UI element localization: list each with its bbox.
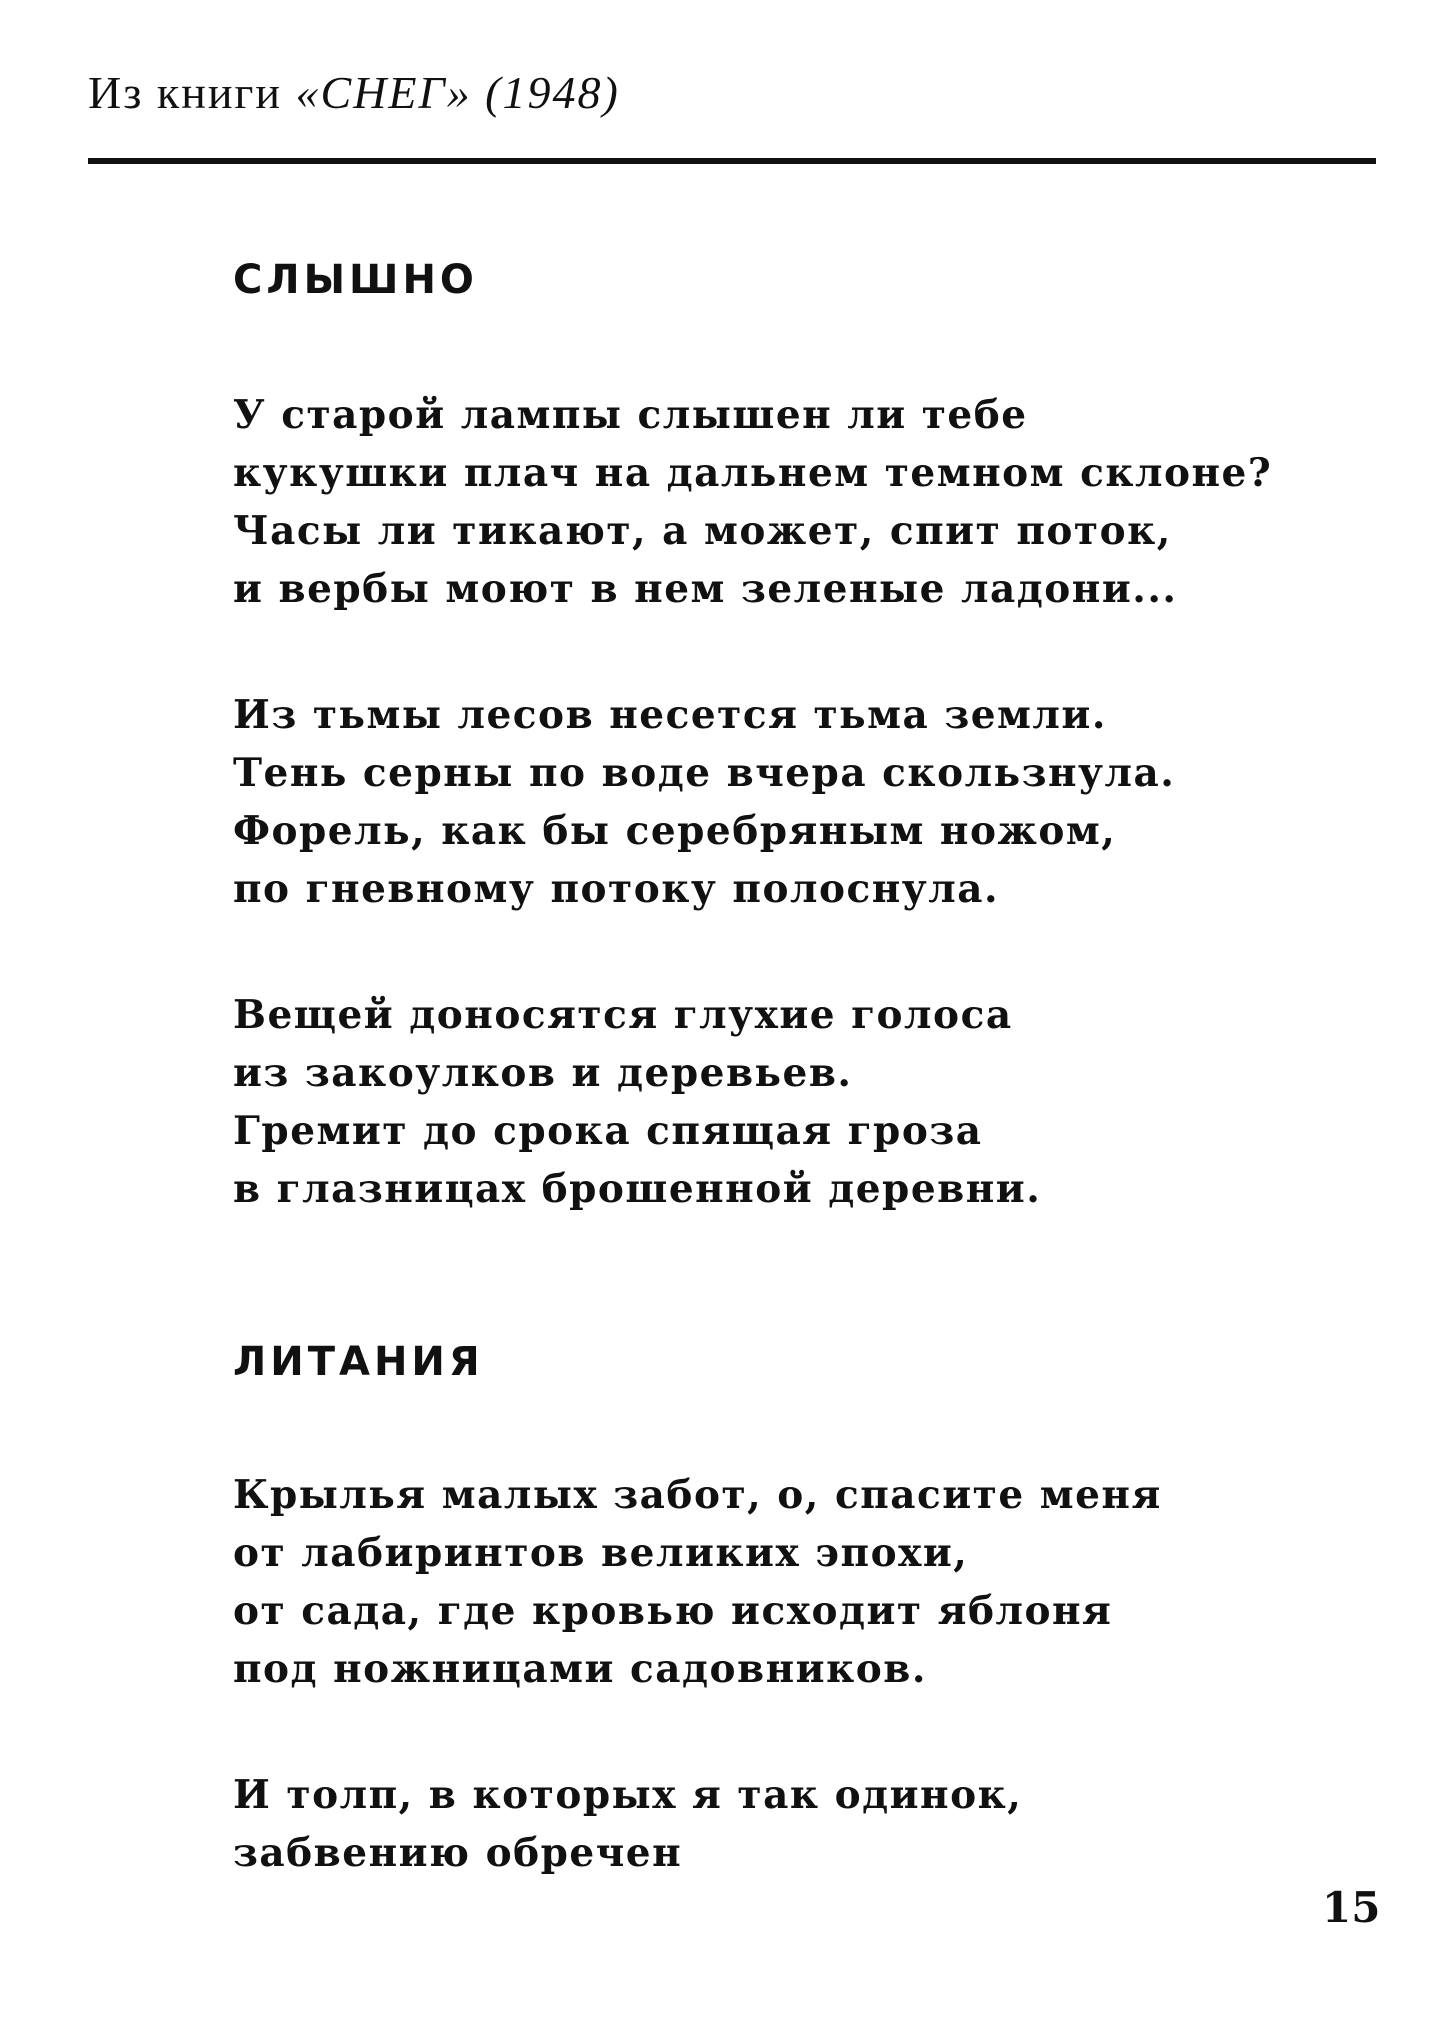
stanza bbox=[233, 1466, 1162, 1698]
running-head-prefix: Из книги bbox=[88, 67, 282, 118]
verse-line: Вещей доносятся глухие голоса bbox=[233, 992, 1013, 1038]
verse-line: Часы ли тикают, а может, спит поток, bbox=[233, 508, 1172, 554]
verse-line: И толп, в которых я так одинок, bbox=[233, 1772, 1023, 1818]
verse-line: из закоулков и деревьев. bbox=[233, 1050, 853, 1096]
verse-line: забвению обречен bbox=[233, 1830, 683, 1876]
verse-line: по гневному потоку полоснула. bbox=[233, 866, 1000, 912]
verse-line: Гремит до срока спящая гроза bbox=[233, 1108, 983, 1154]
verse-line: Форель, как бы серебряным ножом, bbox=[233, 808, 1117, 854]
running-head bbox=[88, 66, 620, 119]
verse-line: Тень серны по воде вчера скользнула. bbox=[233, 750, 1176, 796]
page-number: 15 bbox=[1322, 1883, 1381, 1932]
header-rule bbox=[88, 158, 1376, 164]
stanza bbox=[233, 386, 1272, 618]
poem-slyshno bbox=[233, 257, 1273, 1286]
running-head-book: «СНЕГ» (1948) bbox=[295, 67, 620, 118]
stanza bbox=[233, 986, 1272, 1218]
poem-litaniya bbox=[233, 1339, 1162, 1950]
verse-line: кукушки плач на дальнем темном склоне? bbox=[233, 450, 1273, 496]
verse-line: от сада, где кровью исходит яблоня bbox=[233, 1588, 1113, 1634]
stanza bbox=[233, 686, 1272, 918]
verse-line: Крылья малых забот, о, спасите меня bbox=[233, 1472, 1162, 1518]
poem-title: СЛЫШНО bbox=[233, 257, 478, 303]
poem-title: ЛИТАНИЯ bbox=[233, 1339, 484, 1385]
verse-line: Из тьмы лесов несется тьма земли. bbox=[233, 692, 1107, 738]
verse-line: под ножницами садовников. bbox=[233, 1646, 927, 1692]
verse-line: У старой лампы слышен ли тебе bbox=[233, 392, 1028, 438]
stanza bbox=[233, 1766, 1162, 1882]
verse-line: и вербы моют в нем зеленые ладони... bbox=[233, 566, 1178, 612]
verse-line: в глазницах брошенной деревни. bbox=[233, 1166, 1042, 1212]
verse-line: от лабиринтов великих эпохи, bbox=[233, 1530, 969, 1576]
